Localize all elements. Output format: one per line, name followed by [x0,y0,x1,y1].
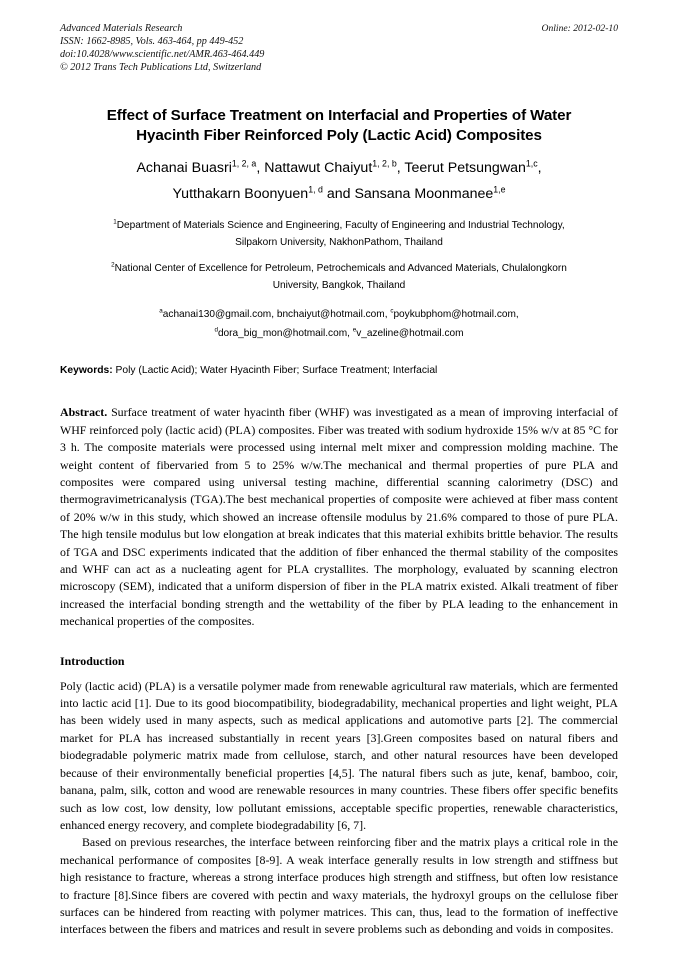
online-date: Online: 2012-02-10 [541,23,618,34]
email-marker: e [352,326,357,334]
title-line-2: Hyacinth Fiber Reinforced Poly (Lactic Acid) Composites [136,127,542,145]
issn-line: ISSN: 1662-8985, Vols. 463-464, pp 449-452 [60,36,244,48]
author-line-2: Yutthakarn Boonyuen$^{1, d}$ and Sansana Moonmanee$^{1,e}$ [172,184,506,203]
author-name: Sansana Moonmanee [354,186,494,203]
email-list [60,306,618,343]
introduction-paragraph-2: Based on previous researches, the interface between reinforcing fiber and the matrix plays a critical role in the mechanical performance of composites [8-9]. A weak interface generally results in low strength and stiffness but high resistance to fracture, whereas a strong interface produces high strength and stiffness, but often low resistance to fracture [8].Since fibers are covered with pectin and waxy materials, the hydroxyl groups on the cellulose fiber surfaces can be hindered from reacting with polymer matrices. This can, thus, lead to the formation of ineffective interfaces between the fibers and matrices and result in severe problems such as debonding and voids in composites. [60,835,618,937]
keywords-label: Keywords: [60,365,113,377]
copyright-line: © 2012 Trans Tech Publications Ltd, Switzerland [60,62,262,74]
author-name: Yutthakarn Boonyuen [172,186,309,203]
abstract [60,404,618,630]
author-name: Nattawut Chaiyut [264,160,373,177]
page-content [60,22,618,939]
affiliation-marker: 1 [113,219,117,227]
email-line-2 [60,325,618,344]
affiliation-list [60,218,618,294]
abstract-label: Abstract. [60,405,108,420]
email-marker: a [159,308,163,316]
email-address: v_azeline@hotmail.com [356,327,464,339]
masthead [60,22,618,74]
author-affiliation-marker: 1,e [493,184,506,195]
affiliation-marker: 2 [111,262,115,270]
title-line-1: Effect of Surface Treatment on Interfacial and Properties of Water [106,107,572,125]
email-marker: d [214,326,218,334]
author-affiliation-marker: 1, 2, b [372,158,397,169]
page-title [60,106,618,146]
author-name: Achanai Buasri [136,160,232,177]
author-line-1: Achanai Buasri$^{1, 2, a}$, Nattawut Chaiyut$^{1, 2, b}$, Teerut Petsungwan$^{1,c}$, [136,158,542,177]
email-address: dora_big_mon@hotmail.com, [217,327,353,339]
section-heading-introduction: Introduction [60,653,125,668]
email-marker: c [390,308,394,316]
affiliation [104,218,574,251]
author-name: Teerut Petsungwan [404,160,526,177]
affiliation [104,261,574,294]
keywords [60,363,618,378]
keywords-value: Poly (Lactic Acid); Water Hyacinth Fiber; Surface Treatment; Interfacial [115,365,438,377]
email-address: poykubphom@hotmail.com, [393,309,519,321]
email-line-1 [60,306,618,325]
affiliation-text: Department of Materials Science and Engineering, Faculty of Engineering and Industrial Technology, Silpakorn University, NakhonPathom, Thailand [116,220,565,248]
affiliation-text: National Center of Excellence for Petroleum, Petrochemicals and Advanced Materials, Chulalongkorn University, Bangkok, Thailand [114,263,567,291]
email-address: achanai130@gmail.com, bnchaiyut@hotmail.com, [162,309,391,321]
author-affiliation-marker: 1, d [308,184,323,195]
abstract-text: Surface treatment of water hyacinth fiber (WHF) was investigated as a mean of improving interfacial of WHF reinforced poly (lactic acid) (PLA) composites. Fiber was treated with sodium hydroxide 15% w/v at 85 °C for 3 h. The composite materials were processed using internal melt mixer and compression molding machine. The weight content of fibervaried from 5 to 25% w/w.The mechanical and thermal properties of pure PLA and composites were compared using universal testing machine, differential scanning calorimetry (DSC) and thermogravimetricanalysis (TGA).The best mechanical properties of composite were achieved at fiber mass content of 20% w/w in this study, which showed an increase oftensile modulus by 21.6% compared to those of pure PLA. The high tensile modulus but low elongation at break indicates that this material exhibits brittle behavior. The results of TGA and DSC experiments indicated that the addition of fiber enhanced the thermal stability of the composites and WHF can act as a nucleating agent for PLA crystallites. The morphology, evaluated by scanning electron microscopy (SEM), indicated that a uniform dispersion of fiber in the PLA matrix existed. Alkali treatment of fiber increased the interfacial bonding strength and the wettability of the fiber by PLA leading to the enhancement in mechanical properties of the composites. [60,405,618,629]
introduction-paragraph-1: Poly (lactic acid) (PLA) is a versatile polymer made from renewable agricultural raw materials, which are fermented into lactic acid [1]. Due to its good biocompatibility, biodegradability, mechanical properties and light weight, PLA has been widely used in many aspects, such as medical applications and automotive parts [2]. The commercial market for PLA has increased substantially in recent years [3].Green composites based on natural fibers and biodegradable polymeric matrix made from cellulose, starch, and other natural resources have been developed because of their environmentally beneficial properties [4,5]. The natural fibers such as jute, kenaf, bamboo, coir, banana, palm, silk, cotton and wood are renewable resources in many countries. These fibers offer specific benefits such as low cost, low density, low pollutant emissions, acceptable specific properties, renewable characteristics, enhanced energy recovery, and complete biodegradability [6, 7]. [60,678,618,832]
author-affiliation-marker: 1, 2, a [231,158,257,169]
author-list [60,155,618,207]
journal-name: Advanced Materials Research [60,23,183,34]
author-affiliation-marker: 1,c [525,158,538,169]
doi-line: doi:10.4028/www.scientific.net/AMR.463-464.449 [60,49,265,61]
